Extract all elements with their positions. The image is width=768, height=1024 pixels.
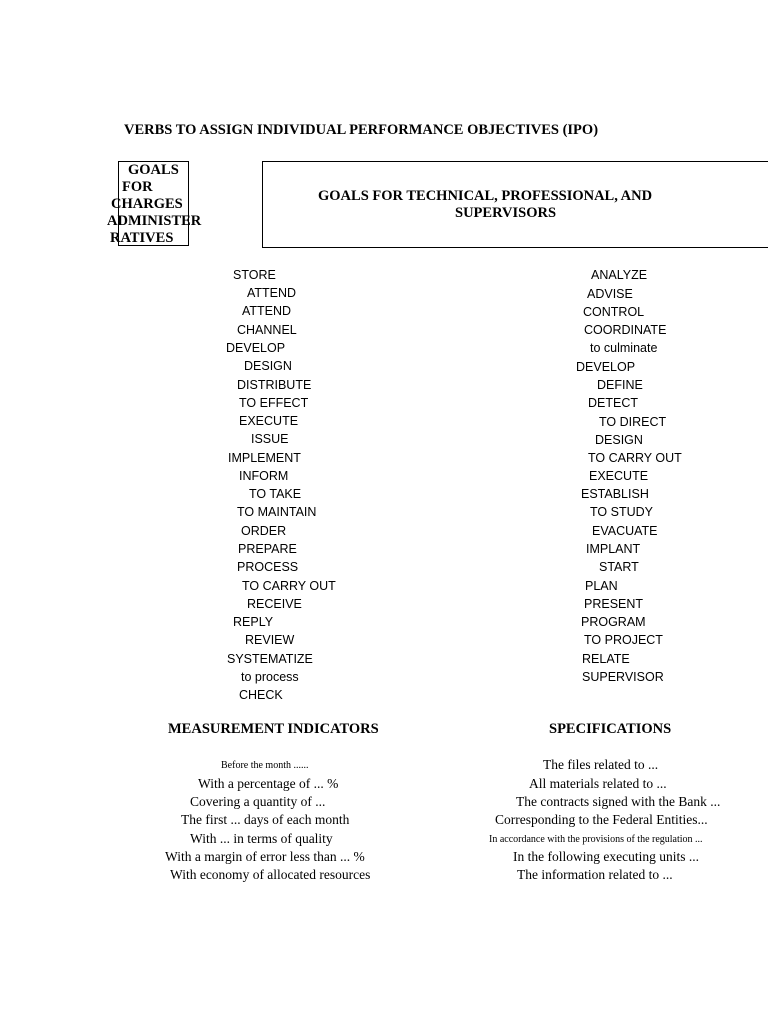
verb-item: ESTABLISH bbox=[581, 487, 649, 501]
verb-item: EXECUTE bbox=[589, 469, 649, 483]
indicator-item: Covering a quantity of ... bbox=[190, 794, 326, 809]
verb-item: DEFINE bbox=[597, 378, 643, 392]
specification-item: The contracts signed with the Bank ... bbox=[516, 794, 721, 809]
verb-item: ADVISE bbox=[587, 287, 633, 301]
specifications-heading: SPECIFICATIONS bbox=[549, 721, 672, 737]
verb-item: PROGRAM bbox=[581, 615, 646, 629]
verb-item: ANALYZE bbox=[591, 268, 648, 282]
verb-item: EXECUTE bbox=[239, 414, 299, 428]
verb-item: ORDER bbox=[241, 524, 287, 538]
verb-item: DEVELOP bbox=[226, 341, 286, 355]
verb-item: ATTEND bbox=[247, 286, 297, 300]
verb-item: PREPARE bbox=[238, 542, 297, 556]
verb-item: PROCESS bbox=[237, 560, 299, 574]
left-header-line: GOALS bbox=[128, 162, 179, 178]
specification-item: The information related to ... bbox=[517, 867, 673, 882]
verb-item: TO CARRY OUT bbox=[588, 451, 682, 465]
verb-item: CHANNEL bbox=[237, 323, 297, 337]
right-header-line: SUPERVISORS bbox=[455, 205, 557, 221]
verb-item: SUPERVISOR bbox=[582, 670, 664, 684]
verb-item: to culminate bbox=[590, 341, 658, 355]
verb-item: DEVELOP bbox=[576, 360, 636, 374]
verb-item: SYSTEMATIZE bbox=[227, 652, 313, 666]
specification-item: In accordance with the provisions of the regulation ... bbox=[489, 834, 703, 845]
verb-item: DETECT bbox=[588, 396, 638, 410]
specification-item: In the following executing units ... bbox=[513, 849, 699, 864]
indicator-item: Before the month ...... bbox=[221, 760, 309, 771]
left-header-line: RATIVES bbox=[110, 230, 174, 246]
verb-item: CHECK bbox=[239, 688, 283, 702]
measurement-indicators-heading: MEASUREMENT INDICATORS bbox=[168, 721, 379, 737]
document-title: VERBS TO ASSIGN INDIVIDUAL PERFORMANCE OBJECTIVES (IPO) bbox=[124, 122, 599, 138]
verb-item: ISSUE bbox=[251, 432, 289, 446]
verb-item: TO CARRY OUT bbox=[242, 579, 336, 593]
indicator-item: With economy of allocated resources bbox=[170, 867, 371, 882]
verb-item: TO EFFECT bbox=[239, 396, 309, 410]
verb-item: DESIGN bbox=[595, 433, 643, 447]
verb-item: TO DIRECT bbox=[599, 415, 667, 429]
verb-item: RELATE bbox=[582, 652, 630, 666]
indicator-item: With a percentage of ... % bbox=[198, 776, 339, 791]
left-header-line: ADMINISTER bbox=[107, 213, 202, 229]
verb-item: PRESENT bbox=[584, 597, 644, 611]
verb-item: EVACUATE bbox=[592, 524, 658, 538]
verb-item: CONTROL bbox=[583, 305, 645, 319]
verb-item: REVIEW bbox=[245, 633, 295, 647]
indicator-item: With a margin of error less than ... % bbox=[165, 849, 365, 864]
left-header-line: FOR bbox=[122, 179, 153, 195]
specification-item: All materials related to ... bbox=[529, 776, 667, 791]
verb-item: COORDINATE bbox=[584, 323, 667, 337]
verb-item: START bbox=[599, 560, 639, 574]
left-header-line: CHARGES bbox=[111, 196, 183, 212]
verb-item: TO STUDY bbox=[590, 505, 653, 519]
verb-item: REPLY bbox=[233, 615, 274, 629]
verb-item: TO MAINTAIN bbox=[237, 505, 317, 519]
verb-item: STORE bbox=[233, 268, 276, 282]
verb-item: DISTRIBUTE bbox=[237, 378, 312, 392]
verb-item: DESIGN bbox=[244, 359, 292, 373]
verb-item: TO PROJECT bbox=[584, 633, 663, 647]
verb-item: ATTEND bbox=[242, 304, 292, 318]
verb-item: RECEIVE bbox=[247, 597, 302, 611]
verb-item: TO TAKE bbox=[249, 487, 302, 501]
verb-item: to process bbox=[241, 670, 299, 684]
specification-item: Corresponding to the Federal Entities... bbox=[495, 812, 708, 827]
right-header-line: GOALS FOR TECHNICAL, PROFESSIONAL, AND bbox=[318, 188, 653, 204]
indicator-item: With ... in terms of quality bbox=[190, 831, 333, 846]
indicator-item: The first ... days of each month bbox=[181, 812, 350, 827]
verb-item: PLAN bbox=[585, 579, 618, 593]
verb-item: INFORM bbox=[239, 469, 289, 483]
specification-item: The files related to ... bbox=[543, 757, 659, 772]
verb-item: IMPLEMENT bbox=[228, 451, 301, 465]
verb-item: IMPLANT bbox=[586, 542, 641, 556]
